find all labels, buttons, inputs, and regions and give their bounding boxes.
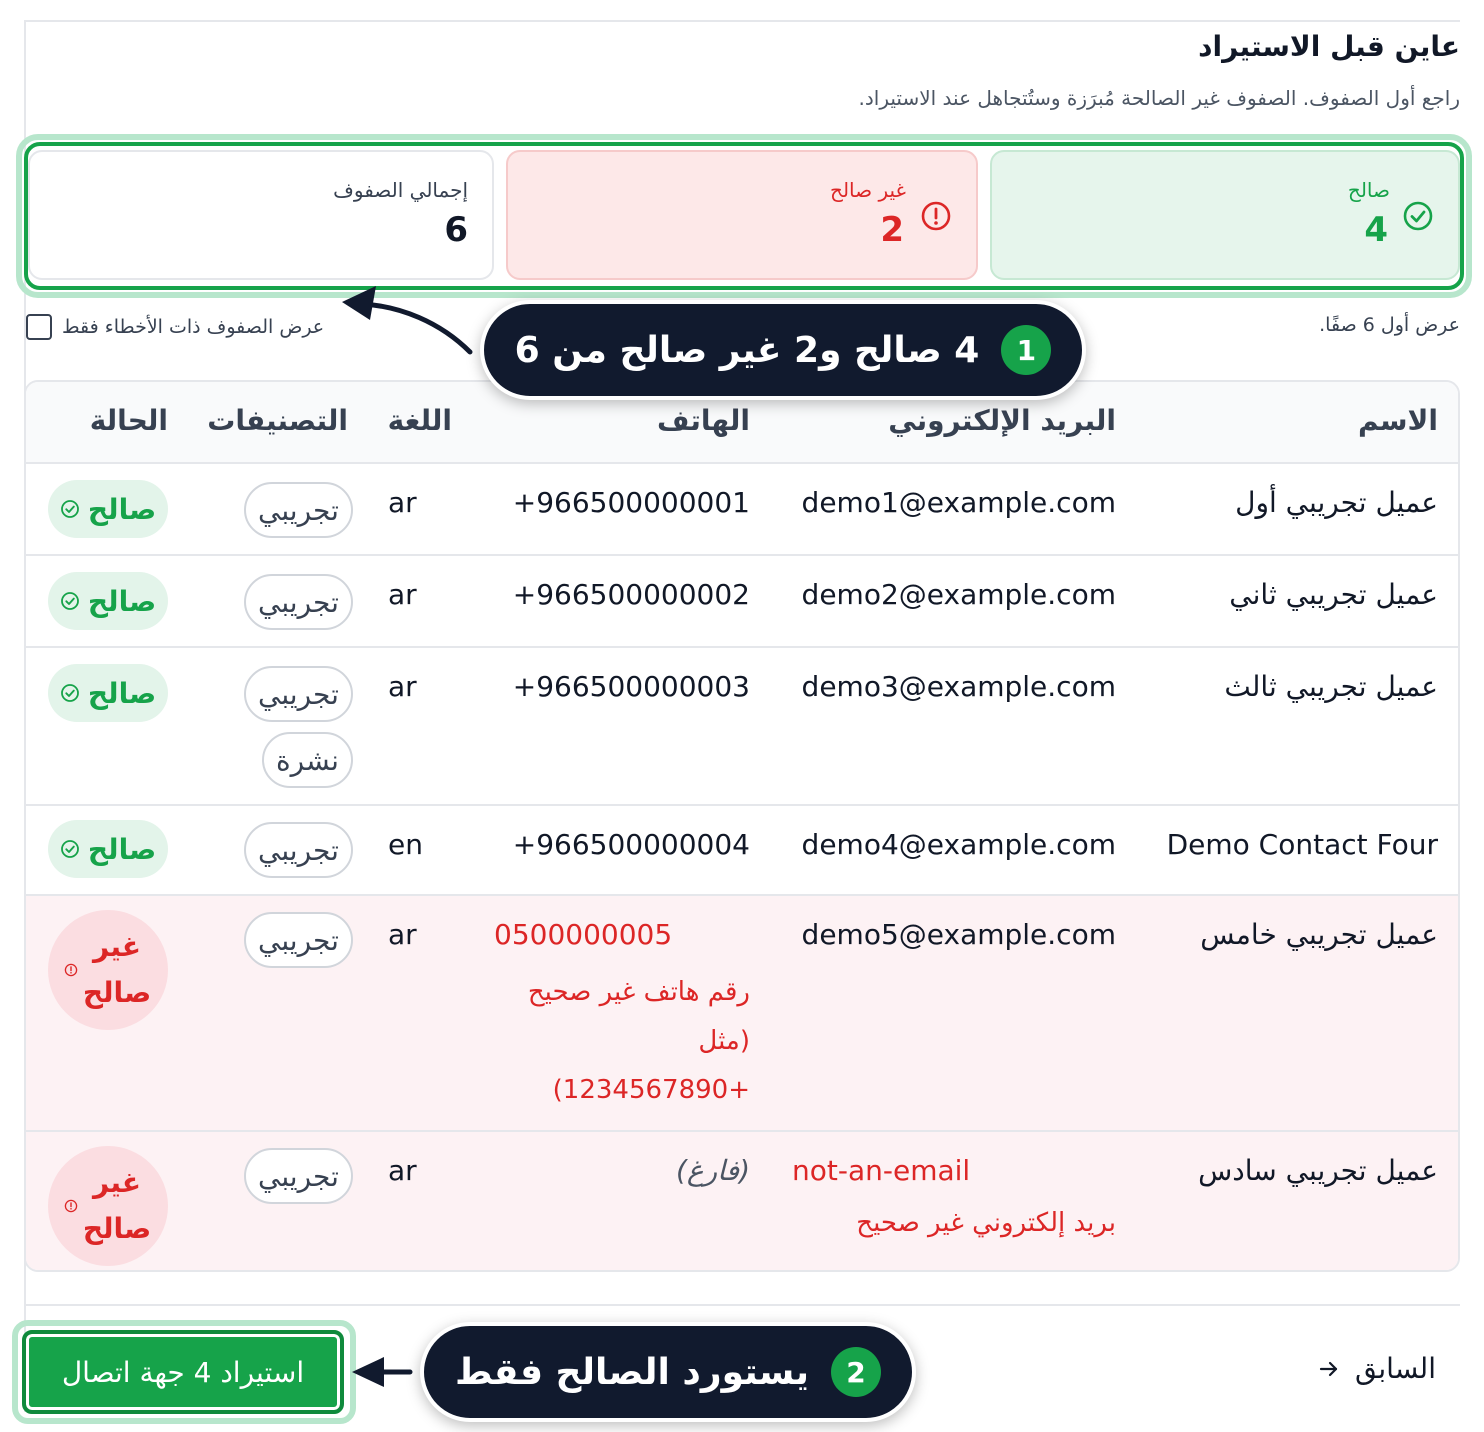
check-circle-icon	[60, 683, 80, 703]
status-label: صالح	[87, 584, 157, 618]
alert-circle-icon	[64, 963, 78, 977]
total-rows-card	[28, 150, 494, 280]
errors-only-label: عرض الصفوف ذات الأخطاء فقط	[62, 316, 325, 338]
page-subtitle: راجع أول الصفوف. الصفوف غير الصالحة مُبرَزة وستُتجاهل عند الاستيراد.	[858, 86, 1460, 110]
contact-name: عميل تجريبي ثاني	[1229, 578, 1438, 611]
column-language: اللغة	[387, 404, 452, 437]
alert-circle-icon	[920, 200, 952, 232]
table-row-invalid	[26, 894, 1458, 1130]
tag-chip: تجريبي	[244, 574, 353, 630]
tag-chip: تجريبي	[244, 666, 353, 722]
phone-error-line: (مثل	[698, 1026, 750, 1056]
status-badge-invalid	[48, 910, 168, 1030]
check-circle-icon	[60, 499, 80, 519]
contact-language: ar	[388, 578, 417, 611]
column-email: البريد الإلكتروني	[888, 404, 1116, 437]
contact-email: demo3@example.com	[801, 670, 1116, 703]
tag-chip: تجريبي	[244, 822, 353, 878]
table-row	[26, 554, 1458, 646]
contact-email-invalid: not-an-email	[792, 1154, 971, 1187]
column-status: الحالة	[89, 404, 168, 437]
contact-name: عميل تجريبي أول	[1235, 486, 1438, 519]
status-label: صالح	[87, 676, 157, 710]
tag-chip: نشرة	[262, 732, 353, 788]
callout-text: 4 صالح و2 غير صالح من 6	[514, 329, 980, 371]
contact-language: ar	[388, 486, 417, 519]
status-label: غير	[93, 1166, 141, 1199]
status-label: غير	[93, 930, 141, 963]
contact-phone: +966500000004	[512, 828, 750, 861]
invalid-rows-card	[506, 150, 978, 280]
tag-chip: تجريبي	[244, 1148, 353, 1204]
status-label: صالح	[87, 832, 157, 866]
table-row	[26, 804, 1458, 894]
previous-label: السابق	[1355, 1352, 1436, 1385]
invalid-rows-label: غير صالح	[830, 178, 906, 202]
contact-language: ar	[388, 670, 417, 703]
callout-import	[420, 1322, 916, 1422]
contact-email: demo2@example.com	[801, 578, 1116, 611]
table-row-invalid	[26, 1130, 1458, 1272]
contact-language: ar	[388, 1154, 417, 1187]
status-badge-valid	[48, 664, 168, 722]
errors-only-toggle[interactable]	[26, 314, 324, 340]
table-row	[26, 646, 1458, 804]
page-title: عاين قبل الاستيراد	[1198, 30, 1460, 63]
phone-error-line: رقم هاتف غير صحيح	[527, 977, 750, 1007]
email-error-message: بريد إلكتروني غير صحيح	[856, 1208, 1116, 1238]
column-tags: التصنيفات	[207, 404, 348, 437]
preview-count-note: عرض أول 6 صفًا.	[1319, 314, 1460, 336]
phone-error-line: +1234567890)	[552, 1075, 750, 1105]
status-label: صالح	[82, 1212, 152, 1245]
status-badge-valid	[48, 480, 168, 538]
callout-text: يستورد الصالح فقط	[454, 1351, 810, 1393]
contact-phone: +966500000001	[512, 486, 750, 519]
previous-button[interactable]	[1317, 1352, 1436, 1385]
valid-rows-card	[990, 150, 1460, 280]
contact-phone: +966500000002	[512, 578, 750, 611]
valid-rows-label: صالح	[1347, 178, 1390, 202]
preview-table	[24, 380, 1460, 1272]
contact-language: ar	[388, 918, 417, 951]
status-badge-valid	[48, 820, 168, 878]
status-label: صالح	[82, 976, 152, 1009]
column-phone: الهاتف	[657, 404, 750, 437]
contact-phone-empty: (فارغ)	[676, 1154, 750, 1187]
contact-name: Demo Contact Four	[1166, 828, 1438, 861]
footer-divider	[24, 1304, 1460, 1306]
status-label: صالح	[87, 492, 157, 526]
table-row	[26, 462, 1458, 554]
contact-phone-invalid: 0500000005	[494, 918, 673, 951]
total-rows-value: 6	[444, 210, 468, 250]
contact-language: en	[388, 828, 423, 861]
check-circle-icon	[1402, 200, 1434, 232]
callout-number: 2	[831, 1347, 881, 1397]
callout-number: 1	[1001, 325, 1051, 375]
callout-summary	[480, 300, 1086, 400]
alert-circle-icon	[64, 1199, 78, 1213]
invalid-rows-value: 2	[880, 210, 904, 250]
arrow-right-icon	[1317, 1357, 1341, 1381]
check-circle-icon	[60, 591, 80, 611]
contact-email: demo5@example.com	[801, 918, 1116, 951]
contact-email: demo4@example.com	[801, 828, 1116, 861]
contact-phone: +966500000003	[512, 670, 750, 703]
status-badge-valid	[48, 572, 168, 630]
tag-chip: تجريبي	[244, 912, 353, 968]
import-valid-button[interactable]: استيراد 4 جهة اتصال	[22, 1330, 344, 1414]
phone-error-message	[450, 968, 750, 1115]
status-badge-invalid	[48, 1146, 168, 1266]
contact-name: عميل تجريبي خامس	[1200, 918, 1438, 951]
contact-name: عميل تجريبي سادس	[1198, 1154, 1438, 1187]
contact-name: عميل تجريبي ثالث	[1224, 670, 1438, 703]
check-circle-icon	[60, 839, 80, 859]
tag-chip: تجريبي	[244, 482, 353, 538]
contact-email: demo1@example.com	[801, 486, 1116, 519]
valid-rows-value: 4	[1364, 210, 1388, 250]
total-rows-label: إجمالي الصفوف	[333, 178, 468, 202]
column-name: الاسم	[1358, 404, 1438, 437]
errors-only-checkbox[interactable]	[26, 314, 52, 340]
